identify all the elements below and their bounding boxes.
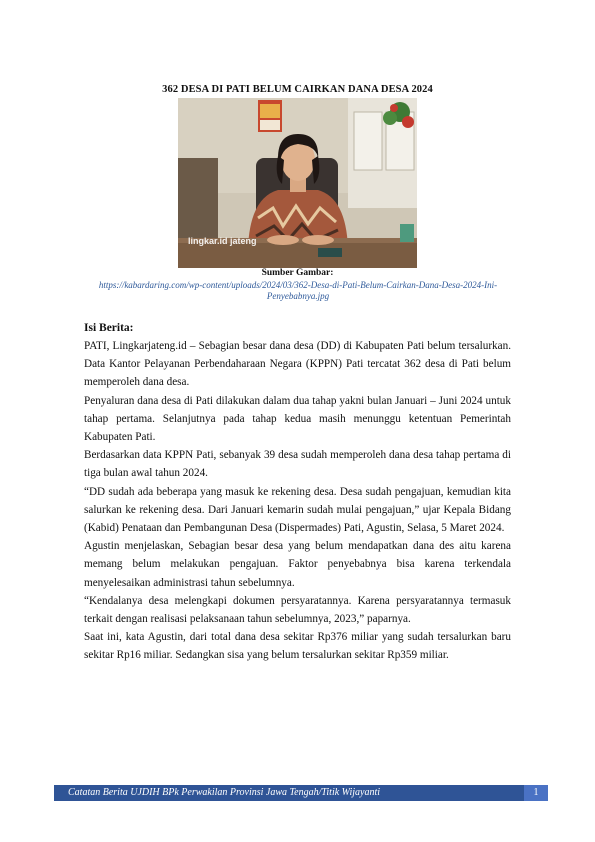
image-caption-label: Sumber Gambar: — [261, 268, 334, 278]
paragraph-5: Agustin menjelaskan, Sebagian besar desa yang belum mendapatkan dana des aitu karena memang belum melakukan pengajuan. Faktor penyebabnya bisa karena terkendala menyelesaikan administrasi tahun sebelumnya. — [84, 540, 511, 589]
paragraph-4: “DD sudah ada beberapa yang masuk ke rekening desa. Desa sudah pengajuan, kemudian kita salurkan ke rekening desa. Dari Januari kemarin sudah mulai pengajuan,” ujar Kepala Bidang (Kabid) Penataan dan Pembangunan Desa (Dispermades) Pati, Agustin, Selasa, 5 Maret 2024. — [84, 485, 511, 535]
page-number: 1 — [524, 785, 548, 801]
paragraph-1: PATI, Lingkarjateng.id – Sebagian besar dana desa (DD) di Kabupaten Pati belum tersalurkan. Data Kantor Pelayanan Perbendaharaan Negara (KPPN) Pati tercatat 362 desa di Pati belum memperoleh dana desa. — [84, 340, 511, 389]
paragraph-3: Berdasarkan data KPPN Pati, sebanyak 39 desa sudah memperoleh dana desa tahap pertama di tiga bulan awal tahun 2024. — [84, 449, 511, 480]
footer-text: Catatan Berita UJDIH BPk Perwakilan Provinsi Jawa Tengah/Titik Wijayanti — [68, 787, 381, 798]
paragraph-2: Penyaluran dana desa di Pati dilakukan dalam dua tahap yakni bulan Januari – Juni 2024 untuk tahap pertama. Selanjutnya pada tahap kedua masih menunggu ketentuan Pemerintah Kabupaten Pati. — [84, 394, 511, 444]
image-source-link[interactable]: https://kabardaring.com/wp-content/uploads/2024/03/362-Desa-di-Pati-Belum-Cairkan-Dana-Desa-2024-Ini-Penyebabnya.jpg — [98, 280, 498, 301]
news-photo-illustration — [178, 98, 417, 268]
paragraph-6: “Kendalanya desa melengkapi dokumen persyaratannya. Karena persyaratannya termasuk terkait dengan realisasi pelaksanaan tahun sebelumnya, 2023,” paparnya. — [84, 594, 511, 626]
news-content — [84, 320, 511, 665]
photo-watermark: lingkar.id jateng — [188, 236, 257, 246]
page-footer — [54, 785, 548, 801]
document-title: 362 DESA DI PATI BELUM CAIRKAN DANA DESA 2024 — [162, 84, 433, 95]
section-heading: Isi Berita: — [84, 322, 134, 334]
news-photo — [178, 98, 417, 268]
paragraph-7: Saat ini, kata Agustin, dari total dana desa sekitar Rp376 miliar yang sudah tersalurkan baru sekitar Rp16 miliar. Sedangkan sisa yang belum tersalurkan sekitar Rp359 miliar. — [84, 631, 511, 662]
